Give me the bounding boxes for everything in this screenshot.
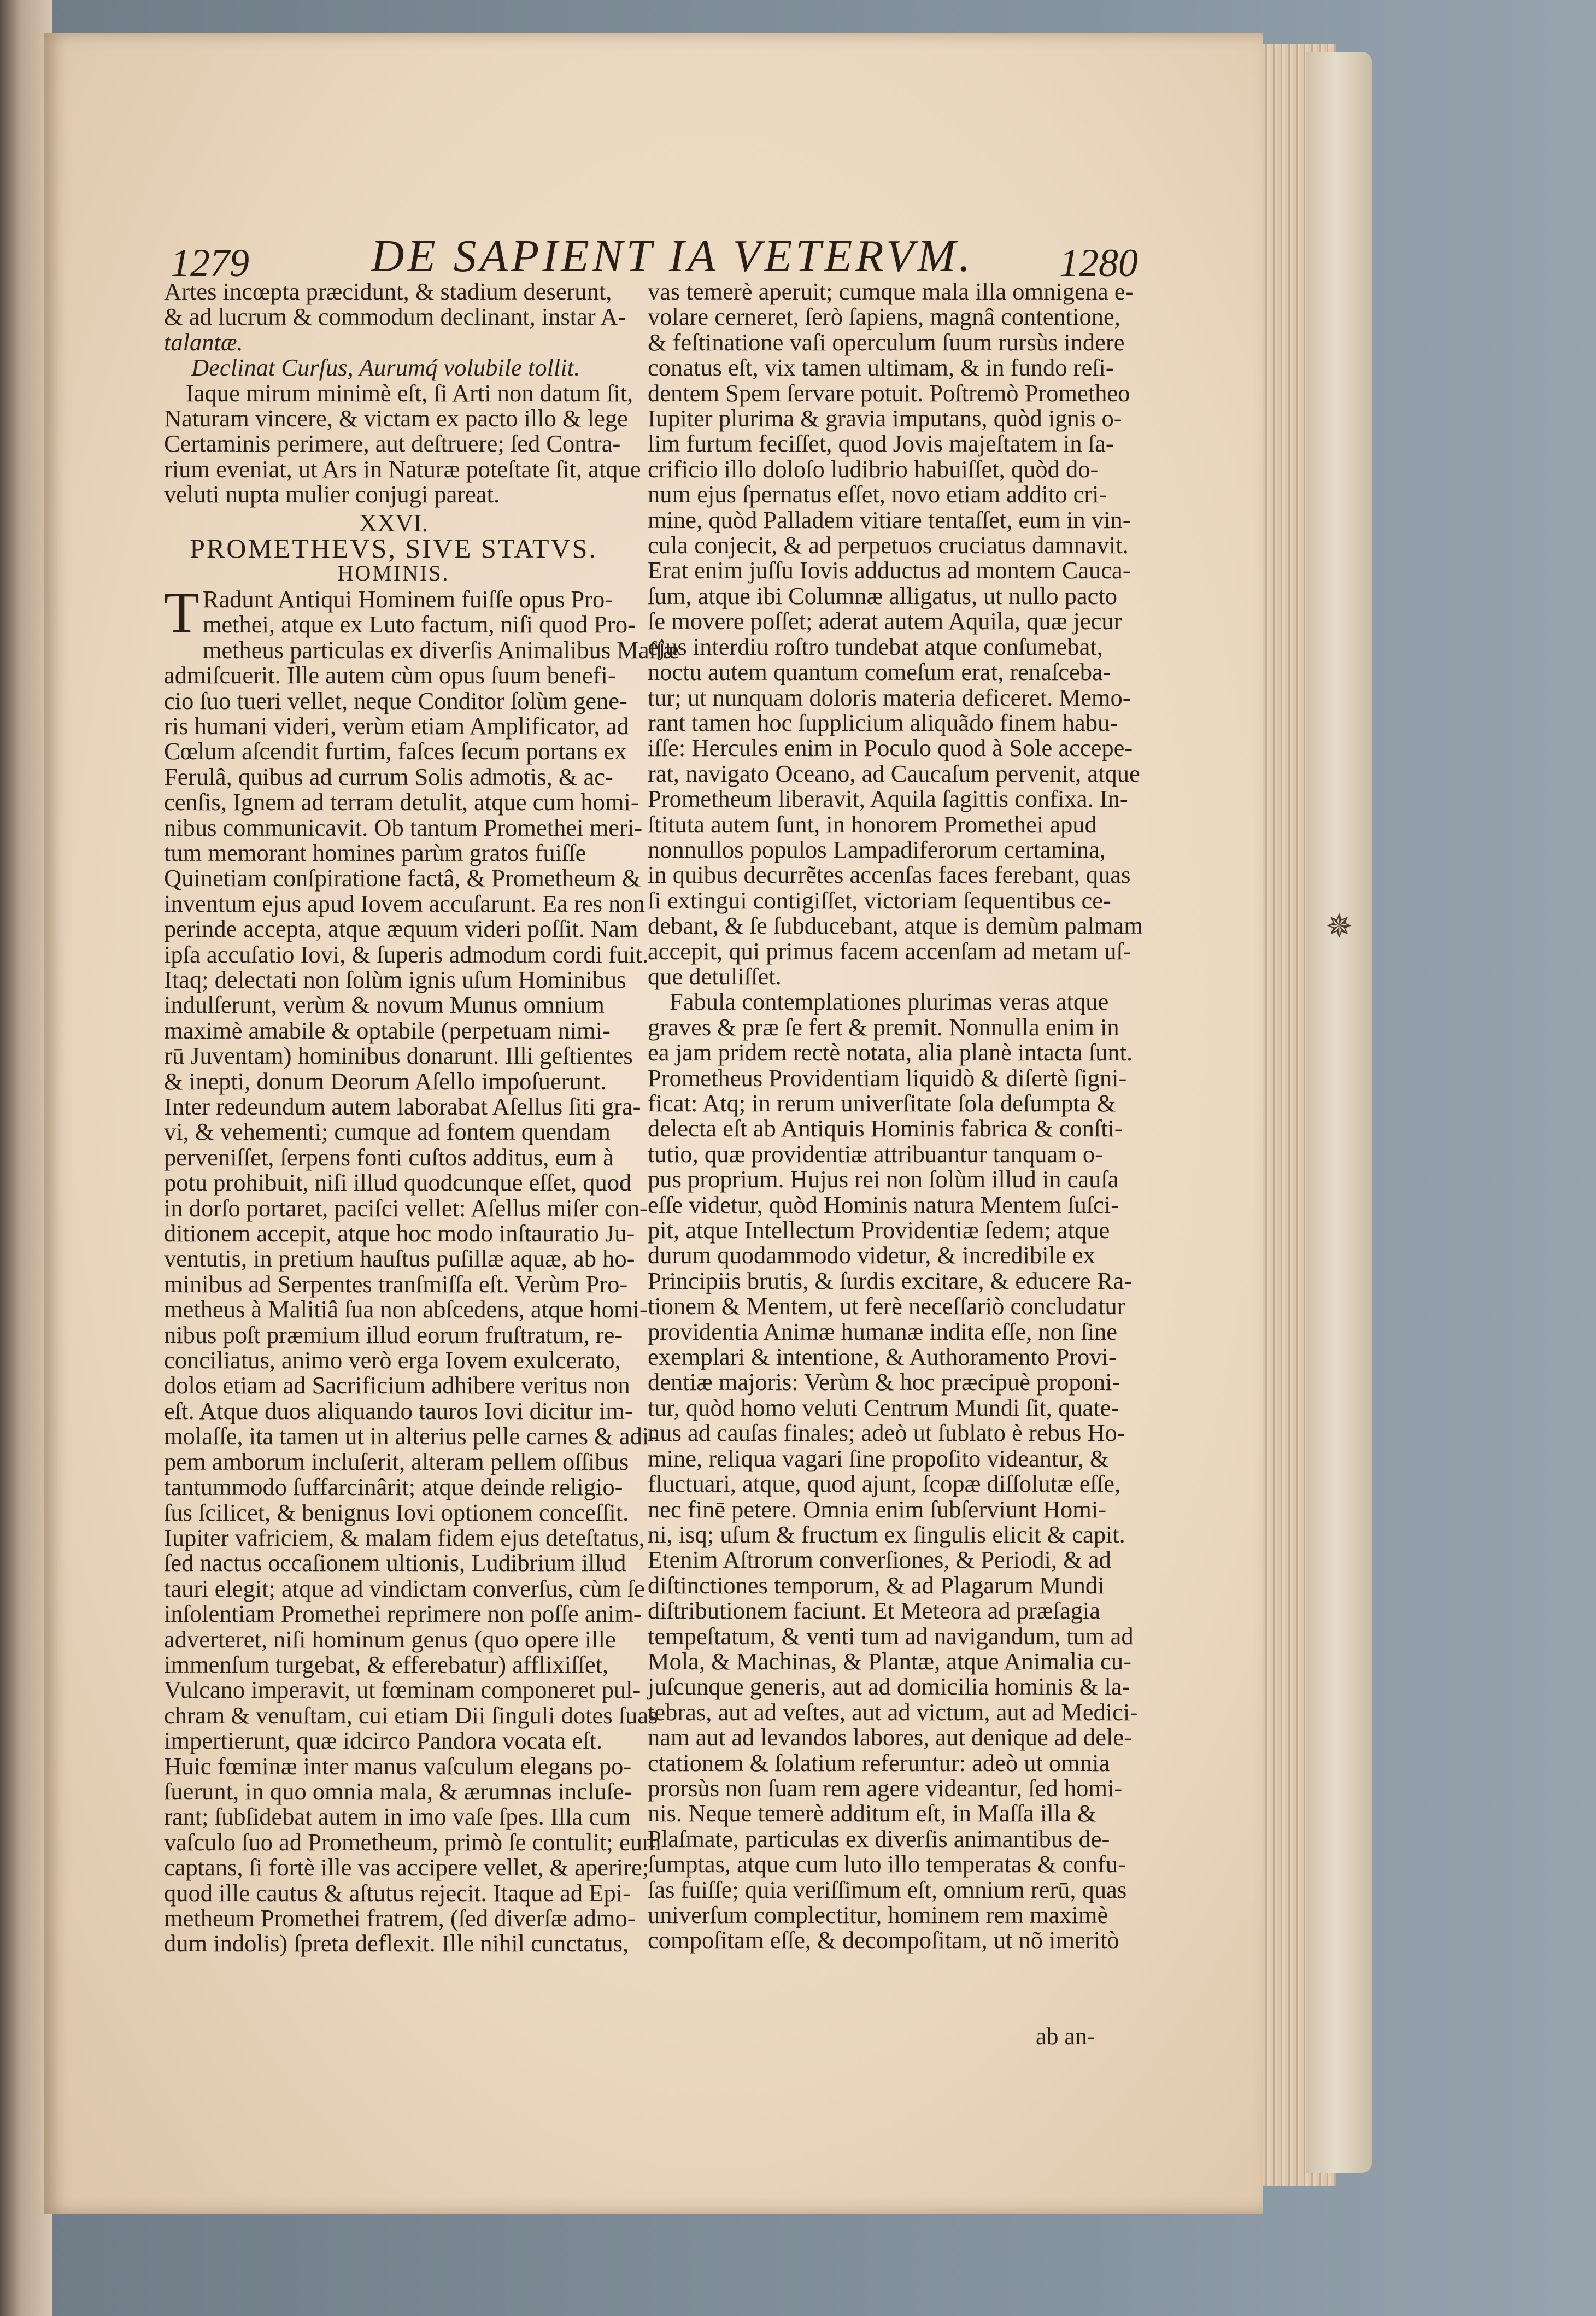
text-line: diſtributionem faciunt. Et Meteora ad præſagia	[648, 1597, 1100, 1625]
text-line: methei, atque ex Luto factum, niſi quod Pro-	[202, 611, 636, 638]
text-line: veluti nupta mulier conjugi pareat.	[164, 480, 500, 508]
chapter-subtitle: HOMINIS.	[337, 561, 450, 586]
text-line: tionem & Mentem, ut ferè neceſſariò concludatur	[648, 1292, 1125, 1320]
left-body-text	[164, 611, 679, 1957]
text-line: ficat: Atq; in rerum univerſitate ſola deſumpta &	[648, 1089, 1116, 1117]
text-line: Etenim Aſtrorum converſiones, & Periodi, & ad	[648, 1546, 1111, 1574]
text-line: Prometheum liberavit, Aquila ſagittis confixa. In-	[648, 785, 1128, 813]
text-line: Fabula contemplationes plurimas veras atque	[670, 988, 1109, 1016]
text-line: nis. Neque temerè additum eſt, in Maſſa illa &	[648, 1799, 1096, 1827]
text-line: que detuliſſet.	[648, 962, 782, 990]
text-line: Quinetiam conſpiratione factâ, & Prometheum &	[164, 864, 641, 892]
catchword: ab an-	[1036, 2023, 1095, 2050]
text-line: ſi extingui contigiſſet, victoriam ſequentibus ce-	[648, 886, 1111, 914]
text-line: talantæ.	[164, 328, 243, 356]
text-line: ſed nactus occaſionem ultionis, Ludibrium illud	[164, 1549, 626, 1577]
text-line: Cœlum aſcendit furtim, faſces ſecum portans ex	[164, 737, 627, 765]
text-line: immenſum turgebat, & efferebatur) afflixiſſet,	[164, 1650, 609, 1678]
text-line: molaſſe, ita tamen ut in alterius pelle carnes & adi-	[164, 1422, 658, 1450]
text-line: rū Juventam) hominibus donarunt. Illi geſtientes	[164, 1042, 633, 1070]
text-line: metheus à Malitiâ ſua non abſcedens, atque homi-	[164, 1295, 648, 1323]
text-line: nus ad cauſas finales; adeò ut ſublato è rebus Ho-	[648, 1419, 1125, 1447]
book-page	[44, 33, 1263, 2214]
page-number-left: 1279	[171, 241, 249, 285]
text-line: tantummodo ſuffarcinârit; atque deinde religio-	[164, 1473, 623, 1501]
text-line: nonnullos populos Lampadiferorum certamina,	[648, 835, 1106, 863]
text-line: mine, reliqua vagari ſine propoſito videantur, &	[648, 1444, 1109, 1472]
text-line: univerſum complectitur, hominem rem maximè	[648, 1901, 1108, 1928]
text-line: ſumptas, atque cum luto illo temperatas & confu-	[648, 1850, 1126, 1878]
text-line: adverteret, niſi hominum genus (quo opere ille	[164, 1625, 616, 1653]
text-line: vas temerè aperuit; cumque mala illa omnigena e-	[648, 278, 1134, 305]
text-line: ipſa accuſatio Iovi, & ſuperis admodum cordi fuit.	[164, 940, 649, 968]
text-line: Artes incœpta præcidunt, & stadium deserunt,	[164, 278, 612, 305]
text-line: inventum ejus apud Iovem accuſarunt. Ea res non	[164, 889, 645, 917]
text-line: tempeſtatum, & venti tum ad navigandum, tum ad	[648, 1622, 1134, 1650]
text-line: diſtinctiones temporum, & ad Plagarum Mundi	[648, 1571, 1105, 1599]
text-line: potu prohibuit, niſi illud quodcunque eſſet, quod	[164, 1169, 632, 1197]
text-line: Mola, & Machinas, & Plantæ, atque Animalia cu-	[648, 1647, 1131, 1675]
text-line: perveniſſet, ſerpens fonti cuſtos additus, eum à	[164, 1143, 614, 1171]
text-line: & ad lucrum & commodum declinant, instar A-	[164, 303, 626, 331]
text-line: pus proprium. Hujus rei non ſolùm illud in cauſa	[648, 1165, 1119, 1193]
text-line: ris humani videri, verùm etiam Amplificator, ad	[164, 712, 629, 740]
text-line: Huic fœminæ inter manus vaſculum elegans po-	[164, 1752, 632, 1780]
text-line: ſe movere poſſet; aderat autem Aquila, quæ jecur	[648, 607, 1122, 635]
text-line: ejus interdiu roſtro tundebat atque conſumebat,	[648, 632, 1103, 660]
text-line: Ferulâ, quibus ad currum Solis admotis, & ac-	[164, 763, 613, 790]
text-line: conatus eſt, vix tamen ultimam, & in fundo reſi-	[648, 354, 1114, 382]
text-line: cio ſuo tueri vellet, neque Conditor ſolùm gene-	[164, 687, 627, 714]
text-line: captans, ſi fortè ille vas accipere vellet, & aperire;	[164, 1854, 649, 1881]
text-line: conciliatus, animo verò erga Iovem exulcerato,	[164, 1346, 621, 1374]
text-line: Naturam vincere, & victam ex pacto illo & lege	[164, 404, 628, 432]
text-line: tutio, quæ providentiæ attribuantur tanquam o-	[648, 1140, 1104, 1168]
text-line: tum memorant homines parùm gratos fuiſſe	[164, 839, 586, 866]
text-line: ea jam pridem rectè notata, alia planè intacta ſunt.	[648, 1039, 1133, 1066]
text-line: compoſitam eſſe, & decompoſitam, ut nõ imeritò	[648, 1926, 1119, 1954]
right-column	[648, 278, 1143, 1954]
text-line: dentem Spem ſervare potuit. Poſtremò Prometheo	[648, 379, 1130, 407]
text-line: rant; ſubſidebat autem in imo vaſe ſpes. Illa cum	[164, 1803, 631, 1831]
text-line: durum quodammodo videtur, & incredibile ex	[648, 1241, 1095, 1269]
text-line: ditionem accepit, atque hoc modo inſtauratio Ju-	[164, 1219, 635, 1247]
text-line: num ejus ſpernatus eſſet, novo etiam addito cri-	[648, 480, 1107, 508]
text-line: nibus poſt præmium illud eorum fruſtratum, re-	[164, 1321, 623, 1348]
text-line: in dorſo portaret, paciſci vellet: Aſellus miſer con-	[164, 1194, 648, 1222]
text-line: lim furtum feciſſet, quod Jovis majeſtatem in ſa-	[648, 430, 1114, 458]
text-line: cula conjecit, & ad perpetuos cruciatus damnavit.	[648, 531, 1129, 559]
verse-line: Declinat Curſus, Aurumq́ volubile tollit.	[191, 354, 580, 382]
text-line: ſus ſcilicet, & benignus Iovi optionem conceſſit.	[164, 1498, 629, 1526]
text-line: Itaq; delectati non ſolùm ignis uſum Hominibus	[164, 965, 626, 993]
text-line: rat, navigato Oceano, ad Caucaſum pervenit, atque	[648, 759, 1140, 787]
text-line: mine, quòd Palladem vitiare tentaſſet, eum in vin-	[648, 506, 1131, 533]
text-line: & feſtinatione vaſi operculum ſuum rursùs indere	[648, 328, 1125, 356]
text-line: juſcunque generis, aut ad domicilia hominis & la-	[648, 1673, 1130, 1701]
text-line: Iupiter vafriciem, & malam fidem ejus deteſtatus,	[164, 1523, 645, 1551]
text-line: vaſculo ſuo ad Prometheum, primò ſe contulit; eum	[164, 1828, 661, 1856]
text-line: inſolentiam Promethei reprimere non poſſe anim-	[164, 1600, 642, 1628]
text-line: dum indolis) ſpreta deflexit. Ille nihil cunctatus,	[164, 1930, 629, 1957]
text-line: Radunt Antiqui Hominem fuiſſe opus Pro-	[202, 585, 613, 613]
chapter-title: PROMETHEVS, SIVE STATVS.	[190, 533, 597, 564]
text-line: prorsùs non ſuam rem agere videantur, ſed homi-	[648, 1774, 1123, 1802]
text-line: impertierunt, quæ idcirco Pandora vocata eſt.	[164, 1727, 602, 1755]
text-line: ni, isq; uſum & fructum ex ſingulis elicit & capit.	[648, 1520, 1125, 1548]
text-line: dolos etiam ad Sacrificium adhibere veritus non	[164, 1371, 630, 1399]
chapter-number: XXVI.	[359, 508, 429, 537]
text-line: accepit, qui primus facem accenſam ad metam uſ-	[648, 937, 1131, 965]
text-line: tebras, aut ad veſtes, aut ad victum, aut ad Medici-	[648, 1698, 1139, 1726]
right-paragraph-1	[648, 278, 1143, 990]
text-line: Inter redeundum autem laborabat Aſellus ſiti gra-	[164, 1093, 641, 1120]
text-line: vi, & vehementi; cumque ad fontem quendam	[164, 1118, 611, 1146]
text-line: Plaſmate, particulas ex diverſis animantibus de-	[648, 1825, 1110, 1852]
drop-cap: T	[164, 580, 200, 644]
text-line: volare cerneret, ſerò ſapiens, magnâ contentione,	[648, 303, 1120, 331]
text-line: delecta eſt ab Antiquis Hominis fabrica & conſti-	[648, 1115, 1123, 1142]
right-paragraph-2	[648, 988, 1139, 1954]
text-line: ſas fuiſſe; quia veriſſimum eſt, omnium rerū, quas	[648, 1875, 1127, 1903]
text-line: pem amborum incluſerit, alteram pellem oſſibus	[164, 1447, 629, 1475]
text-line: dentiæ majoris: Verùm & hoc præcipuè proponi-	[648, 1368, 1120, 1396]
running-head: DE SAPIENT IA VETERVM.	[371, 231, 974, 282]
text-line: providentia Animæ humanæ indita eſſe, non ſine	[648, 1317, 1117, 1345]
text-line: in quibus decurrẽtes accenſas faces ferebant, quas	[648, 861, 1131, 889]
text-line: Erat enim juſſu Iovis adductus ad montem Cauca-	[648, 556, 1131, 584]
text-line: ſtituta autem ſunt, in honorem Promethei apud	[648, 810, 1097, 838]
text-line: metheum Promethei fratrem, (ſed diverſæ admo-	[164, 1904, 636, 1932]
text-line: ctationem & ſolatium referuntur: adeò ut omnia	[648, 1749, 1110, 1776]
book-cover-edge	[1306, 52, 1372, 2173]
text-line: Certaminis perimere, aut deſtruere; ſed Contra-	[164, 430, 621, 458]
text-line: debant, & ſe ſubducebant, atque is demùm palmam	[648, 912, 1143, 940]
text-line: Principiis brutis, & ſurdis excitare, & educere Ra-	[648, 1267, 1133, 1294]
text-line: rant tamen hoc ſupplicium aliquãdo finem habu-	[648, 708, 1118, 736]
left-column	[164, 278, 679, 1957]
text-line: Vulcano imperavit, ut fœminam componeret pul-	[164, 1676, 641, 1704]
text-line: perinde accepta, atque æquum videri poſſit. Nam	[164, 915, 638, 943]
page-number-right: 1280	[1059, 241, 1138, 285]
text-line: minibus ad Serpentes tranſmiſſa eſt. Verùm Pro-	[164, 1270, 628, 1298]
text-line: ventutis, in pretium hauſtus puſillæ aquæ, ab ho-	[164, 1245, 635, 1273]
text-line: admiſcuerit. Ille autem cùm opus ſuum benefi-	[164, 661, 616, 689]
text-line: chram & venuſtam, cui etiam Dii ſinguli dotes ſuas	[164, 1701, 658, 1729]
text-line: ſum, atque ibi Columnæ alligatus, ut nullo pacto	[648, 582, 1118, 609]
text-line: eſt. Atque duos aliquando tauros Iovi dicitur im-	[164, 1397, 633, 1424]
text-line: nec finē petere. Omnia enim ſubſerviunt Homi-	[648, 1495, 1107, 1523]
text-line: maximè amabile & optabile (perpetuam nimi-	[164, 1016, 611, 1044]
text-line: Prometheus Providentiam liquidò & diſertè ſigni-	[648, 1064, 1127, 1092]
text-line: nam aut ad levandos labores, aut denique ad dele-	[648, 1723, 1132, 1751]
text-line: & inepti, donum Deorum Aſello impoſuerunt.	[164, 1067, 607, 1095]
text-line: Iaque mirum minimè eſt, ſi Arti non datum ſit,	[186, 379, 633, 407]
text-line: ſuerunt, in quo omnia mala, & ærumnas incluſe-	[164, 1777, 632, 1805]
text-line: rium eveniat, ut Ars in Naturæ poteſtate ſit, atque	[164, 455, 641, 483]
text-line: eſſe videtur, quòd Hominis natura Mentem ſuſci-	[648, 1191, 1119, 1218]
text-line: pit, atque Intellectum Providentiæ ſedem; atque	[648, 1216, 1110, 1244]
text-line: Iupiter plurima & gravia imputans, quòd ignis o-	[648, 404, 1122, 432]
text-line: noctu autem quantum comeſum erat, renaſceba-	[648, 658, 1111, 686]
text-line: graves & præ ſe fert & premit. Nonnulla enim in	[648, 1013, 1119, 1041]
text-line: tur, quòd homo veluti Centrum Mundi ſit, quate-	[648, 1393, 1119, 1421]
text-line: quod ille cautus & aſtutus rejecit. Itaque ad Epi-	[164, 1879, 631, 1907]
text-line: exemplari & intentione, & Authoramento Provi-	[648, 1343, 1117, 1371]
text-line: fluctuari, atque, quod ajunt, ſcopæ diſſolutæ eſſe,	[648, 1470, 1121, 1498]
text-line: tur; ut nunquam doloris materia deficeret. Memo-	[648, 683, 1131, 711]
text-line: iſſe: Hercules enim in Poculo quod à Sole accepe-	[648, 734, 1133, 762]
text-line: indulſerunt, verùm & novum Munus omnium	[164, 991, 605, 1019]
text-line: tauri elegit; atque ad vindictam converſus, cùm ſe	[164, 1574, 645, 1602]
fleuron-ornament-icon: ✵	[1325, 908, 1353, 945]
text-line: nibus communicavit. Ob tantum Promethei meri-	[164, 813, 643, 841]
text-line: cenſis, Ignem ad terram detulit, atque cum homi-	[164, 788, 639, 816]
text-line: metheus particulas ex diverſis Animalibus Maſſæ	[202, 636, 679, 664]
text-line: crificio illo doloſo ludibrio habuiſſet, quòd do-	[648, 455, 1099, 483]
